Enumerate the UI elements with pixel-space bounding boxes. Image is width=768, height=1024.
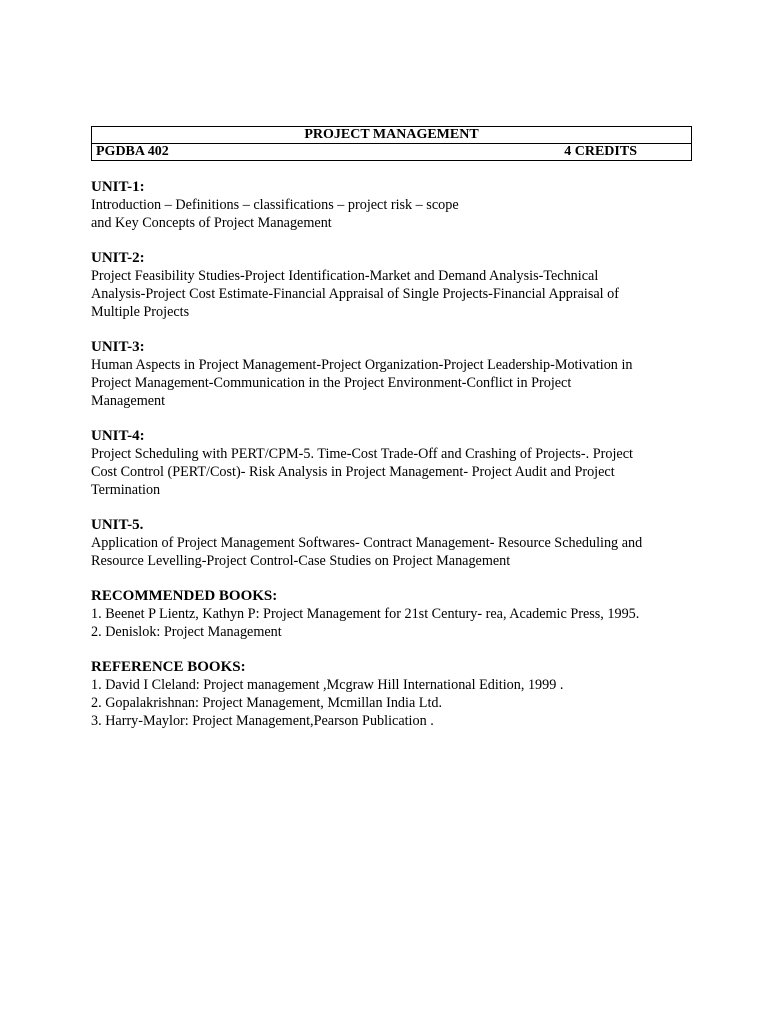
reference-book-item: 1. David I Cleland: Project management ,Mcgraw Hill International Edition, 1999 . <box>91 677 564 693</box>
reference-books-section <box>91 658 691 730</box>
unit-1-text: Introduction – Definitions – classifications – project risk – scope and Key Concepts of Project Management <box>91 197 459 231</box>
course-code-row <box>92 144 692 161</box>
recommended-books-section <box>91 587 691 641</box>
reference-book-item: 2. Gopalakrishnan: Project Management, Mcmillan India Ltd. <box>91 695 443 711</box>
unit-5-heading: UNIT-5. <box>91 517 144 533</box>
unit-3-text: Human Aspects in Project Management-Project Organization-Project Leadership-Motivation in Project Management-Communication in the Project Environment-Conflict in Project Management <box>91 357 633 409</box>
unit-5-section <box>91 516 691 570</box>
syllabus-content <box>91 178 691 747</box>
reference-books-heading: REFERENCE BOOKS: <box>91 659 246 675</box>
unit-3-heading: UNIT-3: <box>91 339 145 355</box>
course-header-table <box>91 126 692 161</box>
unit-2-heading: UNIT-2: <box>91 250 145 266</box>
unit-5-text: Application of Project Management Softwares- Contract Management- Resource Scheduling and Resource Levelling-Project Control-Case Studies on Project Management <box>91 535 643 569</box>
unit-4-text: Project Scheduling with PERT/CPM-5. Time-Cost Trade-Off and Crashing of Projects-. Project Cost Control (PERT/Cost)- Risk Analysis in Project Management- Project Audit and Project Termination <box>91 446 633 498</box>
unit-2-text: Project Feasibility Studies-Project Identification-Market and Demand Analysis-Technical Analysis-Project Cost Estimate-Financial Appraisal of Single Projects-Financial Appraisal of Multiple Projects <box>91 268 619 320</box>
unit-4-section <box>91 427 691 499</box>
recommended-book-item: 1. Beenet P Lientz, Kathyn P: Project Management for 21st Century- rea, Academic Press, 1995. <box>91 606 640 622</box>
course-credits: 4 CREDITS <box>564 144 637 159</box>
recommended-book-item: 2. Denislok: Project Management <box>91 624 282 640</box>
course-code: PGDBA 402 <box>96 144 169 159</box>
recommended-books-heading: RECOMMENDED BOOKS: <box>91 588 278 604</box>
unit-2-section <box>91 249 691 321</box>
reference-book-item: 3. Harry-Maylor: Project Management,Pearson Publication . <box>91 713 434 729</box>
unit-1-section <box>91 178 691 232</box>
unit-3-section <box>91 338 691 410</box>
unit-4-heading: UNIT-4: <box>91 428 145 444</box>
unit-1-heading: UNIT-1: <box>91 179 145 195</box>
course-title: PROJECT MANAGEMENT <box>92 127 692 144</box>
